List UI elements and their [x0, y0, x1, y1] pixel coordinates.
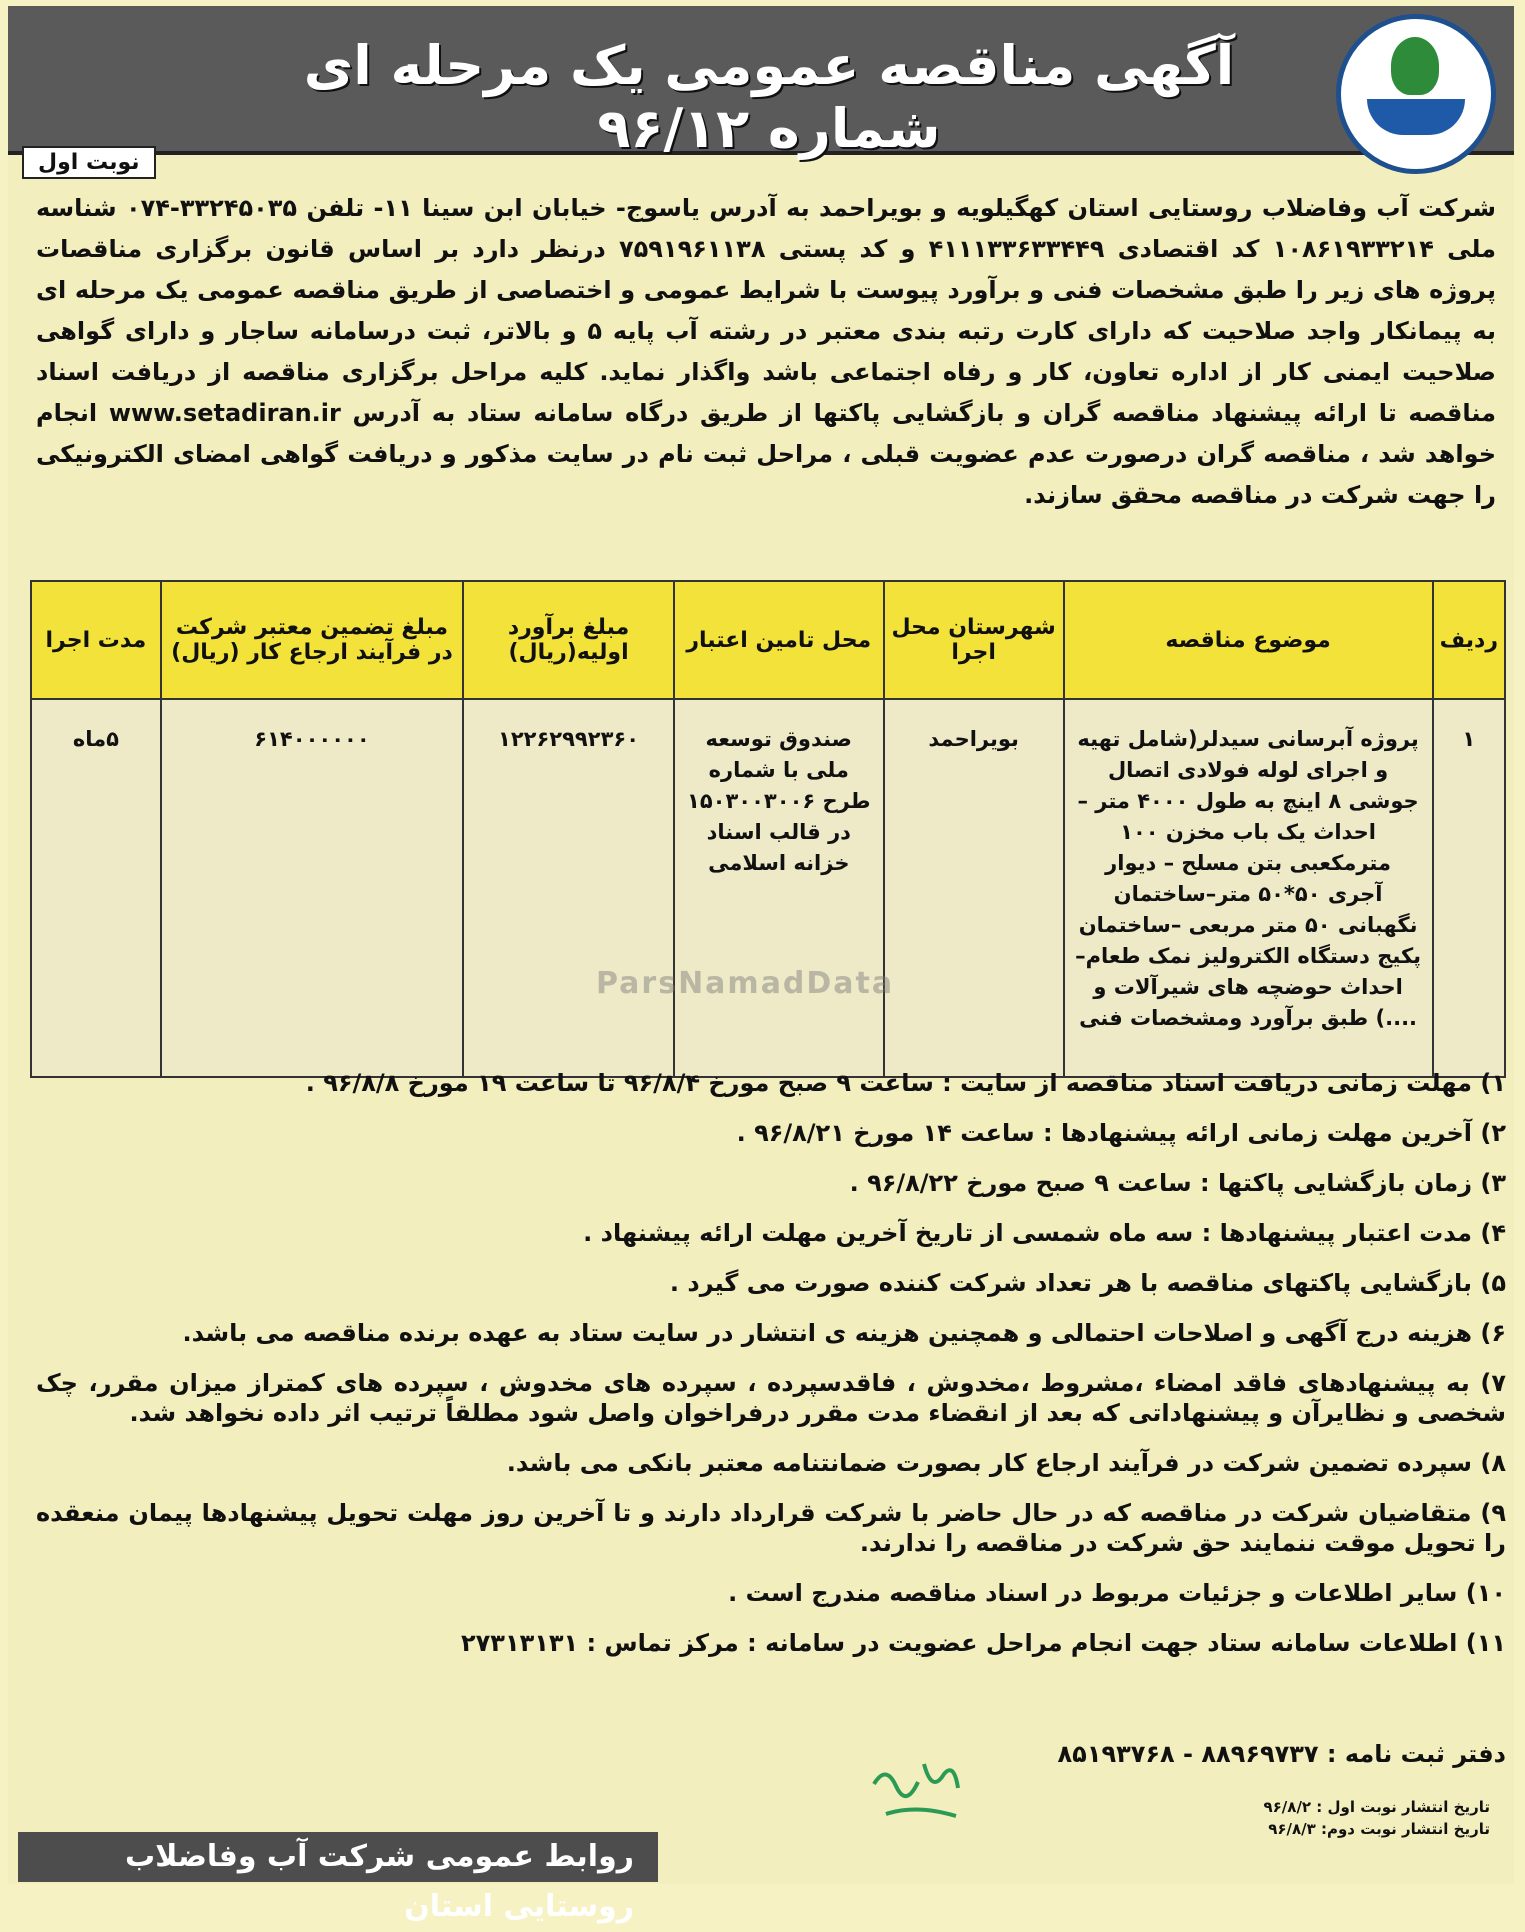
list-item: ۲) آخرین مهلت زمانی ارائه پیشنهادها : ساعت ۱۴ مورخ ۹۶/۸/۲۱ .	[736, 1119, 1506, 1147]
list-item: ۹) متقاضیان شرکت در مناقصه که در حال حاضر با شرکت قرارداد دارند و تا آخرین روز مهلت تحویل پیشنهادها پیمان منعقده را تحویل موقت ننمایند حق شرکت در مناقصه را ندارند.	[36, 1499, 1506, 1557]
cell-estimate: ۱۲۲۶۲۹۹۲۳۶۰	[463, 699, 674, 1077]
notice-title: آگهی مناقصه عمومی یک مرحله ای شماره ۹۶/۱۲	[303, 34, 1235, 160]
leaf-icon	[1391, 37, 1439, 95]
handwritten-mark-icon	[866, 1744, 966, 1824]
stage-tag: نوبت اول	[22, 146, 156, 179]
first-publication-date: تاریخ انتشار نوبت اول : ۹۶/۸/۲	[1263, 1798, 1490, 1816]
col-subject: موضوع مناقصه	[1064, 581, 1433, 699]
col-row: ردیف	[1433, 581, 1505, 699]
footer-banner: روابط عمومی شرکت آب وفاضلاب روستایی استان	[18, 1832, 658, 1882]
cell-funding: صندوق توسعه ملی با شماره طرح ۱۵۰۳۰۰۳۰۰۶ در قالب اسناد خزانه اسلامی	[674, 699, 884, 1077]
cell-city: بویراحمد	[884, 699, 1064, 1077]
table-row	[31, 699, 1505, 1077]
list-item: ۵) بازگشایی پاکتهای مناقصه با هر تعداد شرکت کننده صورت می گیرد .	[669, 1269, 1506, 1297]
notice-header	[8, 6, 1514, 160]
col-estimate: مبلغ برآورد اولیه(ریال)	[463, 581, 674, 699]
cell-row: ۱	[1433, 699, 1505, 1077]
col-funding: محل تامین اعتبار	[674, 581, 884, 699]
tender-notice-page	[8, 6, 1514, 1924]
list-item: ۱۰) سایر اطلاعات و جزئیات مربوط در اسناد مناقصه مندرج است .	[728, 1579, 1506, 1607]
second-publication-date: تاریخ انتشار نوبت دوم: ۹۶/۸/۳	[1268, 1820, 1490, 1838]
registration-office: دفتر ثبت نامه : ۸۸۹۶۹۷۳۷ - ۸۵۱۹۳۷۶۸	[1057, 1740, 1506, 1768]
water-wave-icon	[1367, 99, 1465, 135]
list-item: ۴) مدت اعتبار پیشنهادها : سه ماه شمسی از تاریخ آخرین مهلت ارائه پیشنهاد .	[583, 1219, 1506, 1247]
list-item: ۸) سپرده تضمین شرکت در فرآیند ارجاع کار بصورت ضمانتنامه معتبر بانکی می باشد.	[506, 1449, 1506, 1477]
col-duration: مدت اجرا	[31, 581, 161, 699]
col-city: شهرستان محل اجرا	[884, 581, 1064, 699]
intro-paragraph: شرکت آب وفاضلاب روستایی استان کهگیلویه و بویراحمد به آدرس یاسوج- خیابان ابن سینا ۱۱- تلفن ۳۳۲۴۵۰۳۵-۰۷۴ شناسه ملی ۱۰۸۶۱۹۳۳۲۱۴ کد اقتصادی ۴۱۱۱۳۳۶۳۳۴۴۹ و کد پستی ۷۵۹۱۹۶۱۱۳۸ درنظر دارد بر اساس قانون برگزاری مناقصات پروژه های زیر را طبق مشخصات فنی و برآورد پیوست با شرایط عمومی و اختصاصی از طریق مناقصه عمومی یک مرحله ای به پیمانکار واجد صلاحیت که دارای کارت رتبه بندی معتبر در رشته آب پایه ۵ و بالاتر، ثبت درسامانه ساجار و دارای گواهی صلاحیت ایمنی کار از اداره تعاون، کار و رفاه اجتماعی باشد واگذار نماید. کلیه مراحل برگزاری مناقصه از دریافت اسناد مناقصه تا ارائه پیشنهاد مناقصه گران و بازگشایی پاکتها از طریق درگاه سامانه ستاد به آدرس www.setadiran.ir انجام خواهد شد ، مناقصه گران درصورت عدم عضویت قبلی ، مراحل ثبت نام در سایت مذکور و دریافت گواهی امضای الکترونیکی را جهت شرکت در مناقصه محقق سازند.	[36, 194, 1497, 509]
conditions-list	[36, 1068, 1506, 1678]
tender-table	[30, 580, 1506, 1078]
cell-guarantee: ۶۱۴۰۰۰۰۰۰	[161, 699, 463, 1077]
col-guarantee: مبلغ تضمین معتبر شرکت در فرآیند ارجاع کار (ریال)	[161, 581, 463, 699]
table-header-row	[31, 581, 1505, 699]
list-item: ۷) به پیشنهادهای فاقد امضاء ،مشروط ،مخدوش ، فاقدسپرده ، سپرده های مخدوش ، سپرده های کمتراز میزان مقرر، چک شخصی و نظایرآن و پیشنهاداتی که بعد از انقضاء مدت مقرر درفراخوان واصل شود مطلقاً ترتیب اثر داده نخواهد شد.	[36, 1369, 1506, 1427]
list-item: ۶) هزینه درج آگهی و اصلاحات احتمالی و همچنین هزینه ی انتشار در سایت ستاد به عهده برنده مناقصه می باشد.	[182, 1319, 1506, 1347]
watermark: ParsNamadData	[596, 966, 895, 1001]
publication-dates	[1264, 1796, 1491, 1840]
cell-duration: ۵ماه	[31, 699, 161, 1077]
cell-subject: پروژه آبرسانی سیدلر(شامل تهیه و اجرای لوله فولادی اتصال جوشی ۸ اینچ به طول ۴۰۰۰ متر –احداث یک باب مخزن ۱۰۰ مترمکعبی بتن مسلح – دیوار آجری ۵۰*۵۰ متر–ساختمان نگهبانی ۵۰ متر مربعی –ساختمان پکیج دستگاه الکترولیز نمک طعام–احداث حوضچه های شیرآلات و ....) طبق برآورد ومشخصات فنی	[1064, 699, 1433, 1077]
list-item: ۱۱) اطلاعات سامانه ستاد جهت انجام مراحل عضویت در سامانه : مرکز تماس : ۲۷۳۱۳۱۳۱	[461, 1629, 1506, 1657]
list-item: ۱) مهلت زمانی دریافت اسناد مناقصه از سایت : ساعت ۹ صبح مورخ ۹۶/۸/۴ تا ساعت ۱۹ مورخ ۹۶/۸/۸ .	[305, 1069, 1506, 1097]
list-item: ۳) زمان بازگشایی پاکتها : ساعت ۹ صبح مورخ ۹۶/۸/۲۲ .	[849, 1169, 1506, 1197]
company-logo-icon	[1336, 14, 1496, 174]
